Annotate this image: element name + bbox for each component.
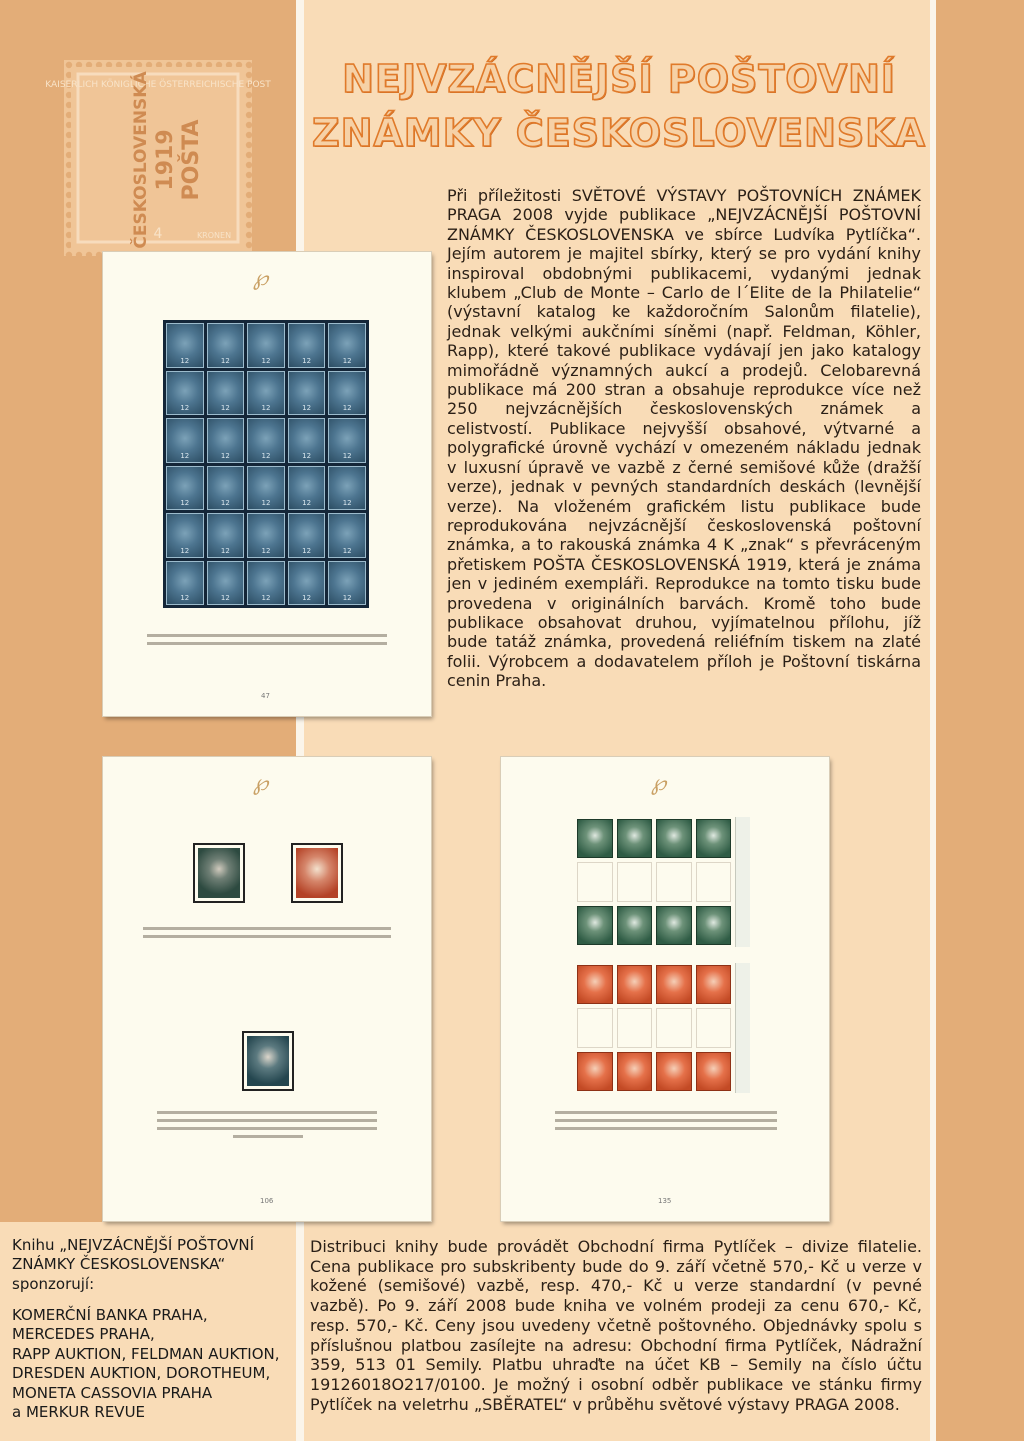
block-stamp <box>696 906 732 945</box>
sheet-stamp-value: 12 <box>180 356 190 365</box>
block-stamp <box>696 965 732 1004</box>
sheet-stamp <box>328 513 366 558</box>
sheet-stamp <box>288 418 326 463</box>
sheet-stamp-value: 12 <box>342 356 352 365</box>
sponsor-item: DRESDEN AUKTION, DOROTHEUM, <box>12 1364 271 1383</box>
sheet-stamp-value: 12 <box>220 594 230 602</box>
sheet-stamp-value: 12 <box>302 356 312 365</box>
caption-line <box>147 634 387 637</box>
sponsor-item: MONETA CASSOVIA PRAHA <box>12 1383 213 1402</box>
sheet-margin <box>735 817 750 947</box>
sheet-stamp <box>166 513 204 558</box>
sheet-stamp <box>247 418 285 463</box>
book-page-blocks <box>501 757 829 1221</box>
sheet-stamp-value: 12 <box>342 546 352 555</box>
sheet-stamp <box>247 513 285 558</box>
sponsor-item: a MERKUR REVUE <box>12 1403 146 1422</box>
sheet-stamp-value: 12 <box>180 451 190 460</box>
caption-line <box>147 642 387 645</box>
sheet-stamp <box>288 323 326 368</box>
sheet-stamp <box>288 561 326 606</box>
sheet-stamp <box>247 561 285 606</box>
page-title <box>306 52 932 160</box>
caption-line <box>143 927 391 930</box>
gutter-cell <box>656 1008 692 1047</box>
sheet-stamp <box>207 513 245 558</box>
sheet-margin <box>735 963 750 1093</box>
book-page-sheet <box>103 252 431 716</box>
block-stamp <box>617 965 653 1004</box>
sheet-stamp <box>166 561 204 606</box>
sheet-stamp <box>166 323 204 368</box>
sheet-stamp <box>328 561 366 606</box>
sheet-stamp <box>166 371 204 416</box>
sheet-stamp-value: 12 <box>342 499 352 507</box>
decor-stamp-value: 4 <box>153 226 163 242</box>
sheet-stamp-value: 12 <box>342 404 352 412</box>
sheet-stamp-value: 12 <box>261 499 271 507</box>
sheet-stamp-value: 12 <box>302 499 312 507</box>
sheet-stamp-value: 12 <box>302 451 312 460</box>
block-stamp <box>696 1052 732 1091</box>
block-stamp <box>577 819 613 858</box>
sponsor-item: RAPP AUKTION, FELDMAN AUKTION, <box>12 1344 280 1363</box>
caption-line <box>157 1127 377 1130</box>
sponsor-item: KOMERČNÍ BANKA PRAHA, <box>12 1306 208 1324</box>
page-number: 47 <box>261 692 270 700</box>
monogram-logo: ℘ <box>253 771 269 796</box>
sheet-stamp <box>247 466 285 511</box>
block-stamp <box>617 1052 653 1091</box>
sheet-stamp <box>207 561 245 606</box>
gutter-cell <box>577 1008 613 1047</box>
sheet-stamp <box>288 513 326 558</box>
sheet-stamp <box>247 323 285 368</box>
gutter-cell <box>696 862 732 901</box>
title-line-1: NEJVZÁCNĚJŠÍ POŠTOVNÍ <box>342 57 896 101</box>
sheet-stamp <box>166 466 204 511</box>
caption-line <box>157 1119 377 1122</box>
gutter-cell <box>696 1008 732 1047</box>
sheet-stamp-value: 12 <box>220 546 230 555</box>
sheet-stamp-value: 12 <box>342 594 352 602</box>
caption-line <box>555 1127 777 1130</box>
sheet-stamp-value: 12 <box>261 451 271 460</box>
sheet-stamp <box>328 418 366 463</box>
sheet-stamp <box>207 371 245 416</box>
divider-strip <box>296 0 304 1441</box>
distribution-text: Distribuci knihy bude provádět Obchodní firma Pytlíček – divize filatelie. Cena publikace pro subskribenty bude do 9. září včetně 570,- Kč u verze v kožené (semišové) vazbě, resp. 470,- Kč u verze standardní (v pevné vazbě). Po 9. září 2008 bude kniha ve volném prodeji za cenu 670,- Kč, resp. 570,- Kč. Ceny jsou uvedeny včetně poštovného. Objednávky spolu s příslušnou platbou zasílejte na adresu: Obchodní firma Pytlíček, Nádražní 359, 513 01 Semily. Platbu uhraďte na účet KB – Semily na číslo účtu 19126018O217/0100. Je možný i osobní odběr publikace ve stánku firmy Pytlíček na veletrhu „SBĚRATEL“ v průběhu světové výstavy PRAGA 2008. <box>310 1237 922 1414</box>
sheet-stamp <box>328 466 366 511</box>
sheet-stamp-value: 12 <box>342 451 352 460</box>
stamp-sheet-blue <box>163 320 369 608</box>
sheet-stamp <box>247 371 285 416</box>
page-number: 135 <box>658 1197 672 1205</box>
stamp-block-green <box>577 819 731 945</box>
block-stamp <box>577 965 613 1004</box>
caption-line <box>233 1135 303 1138</box>
sheet-stamp <box>166 418 204 463</box>
sheet-stamp-value: 12 <box>261 356 271 365</box>
gutter-cell <box>617 1008 653 1047</box>
sheet-stamp-value: 12 <box>220 356 230 365</box>
gutter-cell <box>617 862 653 901</box>
stamp-portrait-red <box>293 845 341 901</box>
sheet-stamp-value: 12 <box>261 546 271 555</box>
caption-line <box>143 935 391 938</box>
block-stamp <box>577 906 613 945</box>
monogram-logo: ℘ <box>651 771 667 796</box>
sponsor-list <box>12 1306 296 1422</box>
sheet-stamp <box>328 323 366 368</box>
block-stamp <box>656 906 692 945</box>
stamp-block-orange <box>577 965 731 1091</box>
sheet-stamp-value: 12 <box>302 404 312 412</box>
sheet-stamp-value: 12 <box>302 546 312 555</box>
decor-stamp-currency: KRONEN <box>196 231 232 240</box>
gutter-cell <box>656 862 692 901</box>
block-stamp <box>617 819 653 858</box>
decor-stamp-overprint-line2: ČESKOSLOVENSKÁ <box>131 71 151 249</box>
sheet-stamp <box>328 371 366 416</box>
sheet-stamp-value: 12 <box>180 404 190 412</box>
caption-line <box>555 1111 777 1114</box>
gutter-cell <box>577 862 613 901</box>
decorative-stamp <box>45 60 271 256</box>
right-color-band <box>936 0 1024 1441</box>
block-stamp <box>617 906 653 945</box>
decor-stamp-frame-text: KAISERLICH KÖNIGLICHE ÖSTERREICHISCHE POST <box>45 80 271 90</box>
block-stamp <box>656 819 692 858</box>
sheet-stamp <box>288 466 326 511</box>
sheet-stamp-value: 12 <box>180 499 190 507</box>
monogram-logo: ℘ <box>253 266 269 291</box>
caption-line <box>555 1119 777 1122</box>
block-stamp <box>656 1052 692 1091</box>
block-stamp <box>577 1052 613 1091</box>
title-line-2: ZNÁMKY ČESKOSLOVENSKA <box>312 111 926 155</box>
block-stamp <box>696 819 732 858</box>
caption-line <box>157 1111 377 1114</box>
book-page-singles <box>103 757 431 1221</box>
block-stamp <box>656 965 692 1004</box>
stamp-portrait-green <box>195 845 243 901</box>
sheet-stamp <box>288 371 326 416</box>
sheet-stamp-value: 12 <box>180 546 190 555</box>
decor-stamp-year: 1919 <box>153 129 178 191</box>
sheet-stamp-value: 12 <box>220 404 230 412</box>
main-article-text: Při příležitosti SVĚTOVÉ VÝSTAVY POŠTOVNÍCH ZNÁMEK PRAGA 2008 vyjde publikace „NEJVZÁCNĚJŠÍ POŠTOVNÍ ZNÁMKY ČESKOSLOVENSKA ve sbírce Ludvíka Pytlíčka“. Jejím autorem je majitel sbírky, který se pro vydání knihy inspiroval obdobnými publikacemi, vydanými jednak klubem „Club de Monte – Carlo de l´Elite de la Philatelie“ (výstavní katalog ke každoročním Salonům filatelie), jednak velkými aukčními síněmi (např. Feldman, Köhler, Rapp), které takové publikace vydávají jen jako katalogy mimořádně významných aukcí a prodejů. Celobarevná publikace má 200 stran a obsahuje reprodukce více než 250 nejvzácnějších československých známek a celistvostí. Publikace nejvyšší obsahové, výtvarné a polygrafické úrovně vychází v omezeném nákladu jednak v luxusní úpravě ve vazbě z černé semišové kůže (dražší verze), jednak v pevných standardních deskách (levnější verze). Na vloženém grafickém listu publikace bude reprodukována nejvzácnější československá poštovní známka, a to rakouská známka 4 K „znak“ s převráceným přetiskem POŠTA ČESKOSLOVENSKÁ 1919, která je známa jen v jediném exempláři. Reprodukce na tomto tisku bude provedena v originálních barvách. Kromě toho bude publikace obsahovat druhou, vyjímatelnou přílohu, jíž bude tatáž známka, provedená reliéfním tiskem na zlaté folii. Výrobcem a dodavatelem příloh je Poštovní tiskárna cenin Praha. <box>447 186 921 691</box>
sheet-stamp-value: 12 <box>220 499 230 507</box>
sheet-stamp <box>207 418 245 463</box>
sheet-stamp-value: 12 <box>302 594 312 602</box>
sheet-stamp-value: 12 <box>180 594 190 602</box>
stamp-portrait-teal <box>244 1033 292 1089</box>
sheet-stamp-value: 12 <box>220 451 230 460</box>
sheet-stamp-value: 12 <box>261 404 271 412</box>
decor-stamp-overprint-line1: POŠTA <box>179 119 204 201</box>
sheet-stamp <box>207 466 245 511</box>
sheet-stamp <box>207 323 245 368</box>
sponsor-item: MERCEDES PRAHA, <box>12 1325 155 1344</box>
sponsor-heading: Knihu „NEJVZÁCNĚJŠÍ POŠTOVNÍ ZNÁMKY ČESKOSLOVENSKA“ sponzorují: <box>12 1236 255 1293</box>
sheet-stamp-value: 12 <box>261 594 271 602</box>
page-number: 106 <box>260 1197 274 1205</box>
